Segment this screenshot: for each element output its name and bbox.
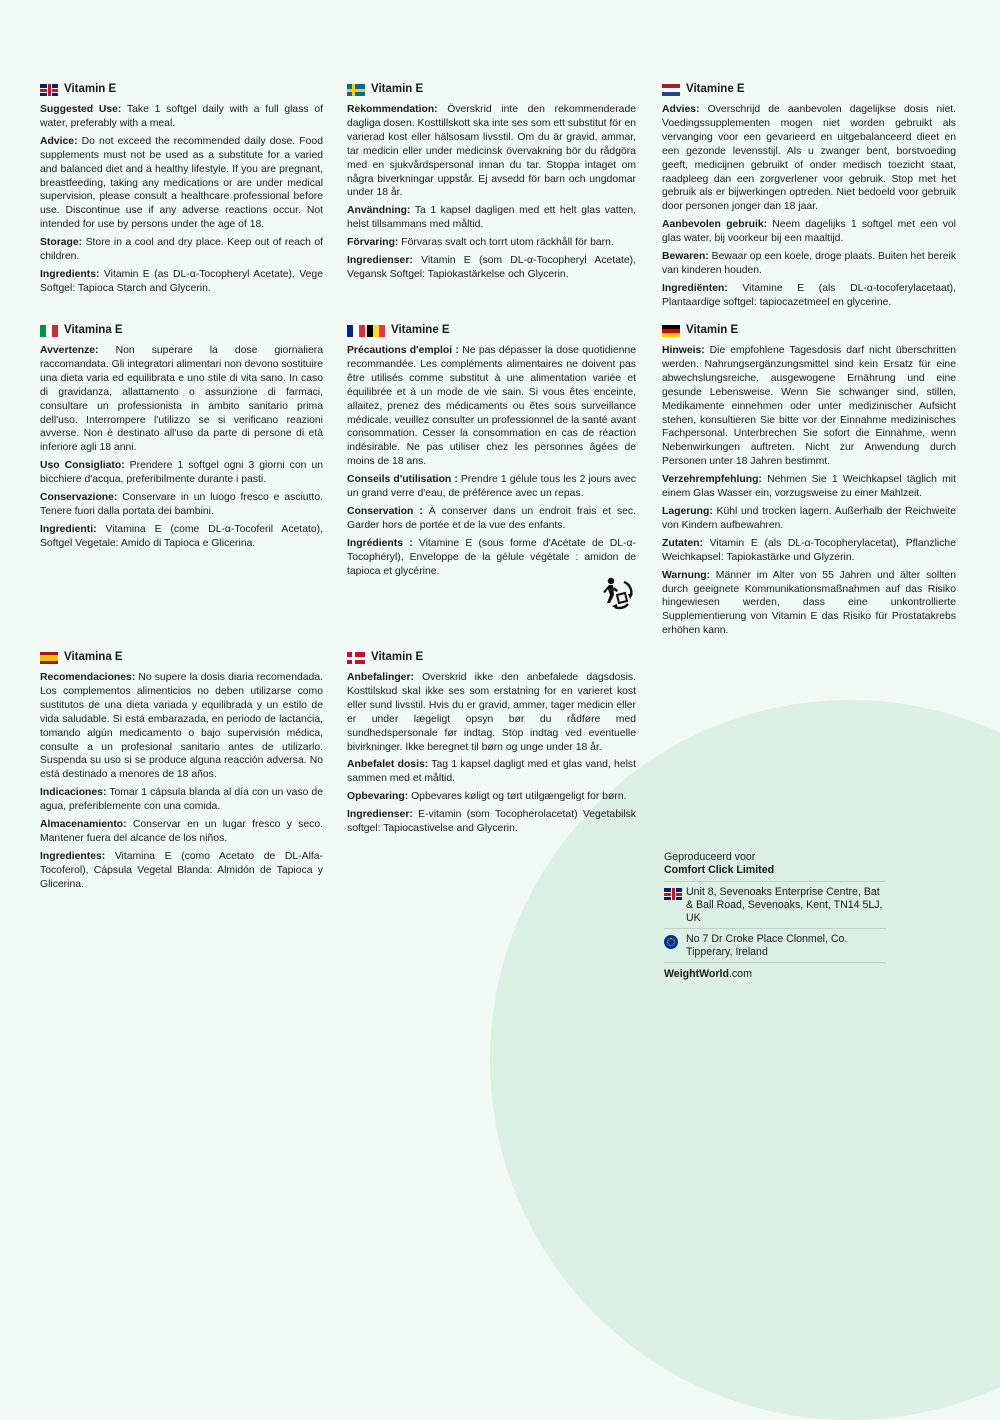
block-header [662,323,956,339]
section: Ingredients: Vitamin E (as DL-α-Tocopheryl Acetate), Vege Softgel: Tapioca Starch and Glycerin. [40,268,323,294]
section: Ingrédients : Vitamine E (sous forme d'Acétate de DL-α-Tocophéryl), Enveloppe de la gélule végétale : amidon de tapioca et glycérine. [347,537,636,577]
section: Indicaciones: Tomar 1 cápsula blanda al día con un vaso de agua, preferiblemente con una comida. [40,787,323,813]
block-fr [347,323,636,583]
sweden-flag-icon [347,84,365,96]
producer-lead: Geproduceerd voor [664,851,756,863]
section: Suggested Use: Take 1 softgel daily with a full glass of water, preferably with a meal. [40,104,323,129]
section: Anbefalet dosis: Tag 1 kapsel dagligt med et glas vand, helst sammen med et måltid. [347,759,636,785]
eu-flag-icon [664,935,678,949]
block-it [40,323,323,555]
address-text: Unit 8, Sevenoaks Enterprise Centre, Bat & Ball Road, Sevenoaks, Kent, TN14 5LJ, UK [686,886,883,924]
section: Uso Consigliato: Prendere 1 softgel ogni 3 giorni con un bicchiere d'acqua, preferibilmente durante i pasti. [40,460,323,486]
block-header [40,650,323,666]
section: Ingredientes: Vitamina E (como Acetato de DL-Alfa-Tocoferol), Cápsula Vegetal Blanda: Almidón de Tapioca y Glicerina. [40,850,323,890]
section: Ingrediënten: Vitamine E (als DL-α-tocoferylacetaat), Plantaardige softgel: tapiocazetmeel en glycerine. [662,282,956,308]
netherlands-flag-icon [662,84,680,96]
section: Conseils d'utilisation : Prendre 1 gélule tous les 2 jours avec un grand verre d'eau, de préférence avec un repas. [347,474,636,500]
section: Warnung: Männer im Alter von 55 Jahren und älter sollten durch geeignete Kommunikationsmaßnahmen auf das Risiko hingewiesen werden, dass eine unkontrollierte Supplementierung von Vitamin E das Risiko für Prostatakrebs erhöhen kann. [662,569,956,637]
block-de [662,323,956,642]
section: Hinweis: Die empfohlene Tagesdosis darf nicht überschritten werden. Nahrungsergänzungsmittel sind kein Ersatz für eine abwechslungsreiche, ausgewogene Ernährung und eine gesunde Lebensweise. Wenn Sie schwanger sind, stillen, Medikamente einnehmen oder unter medizinischer Aufsicht stehen, konsultieren Sie bitte vor der Einnahme medizinisches Fachpersonal. Unterbrechen Sie sofort die Einnahme, wenn Nebenwirkungen auftreten. Nicht zur Anwendung durch Personen unter 18 Jahren bestimmt. [662,345,956,468]
section: Förvaring: Förvaras svalt och torrt utom räckhåll för barn. [347,237,614,249]
block-title: Vitamina E [64,651,123,664]
triman-recycling-icon [597,573,637,613]
block-title: Vitamin E [371,651,424,664]
address-ie [664,928,886,962]
section: Ingredienti: Vitamina E (come DL-α-Tocoferil Acetato), Softgel Vegetale: Amido di Tapioca e Glicerina. [40,523,323,549]
website[interactable] [664,962,886,981]
block-title: Vitamine E [686,83,745,96]
spain-flag-icon [40,652,58,664]
section: Aanbevolen gebruik: Neem dagelijks 1 softgel met een vol glas water, bij voorkeur bij een maaltijd. [662,219,956,245]
section: Bewaren: Bewaar op een koele, droge plaats. Buiten het bereik van kinderen houden. [662,251,957,276]
section: Almacenamiento: Conservar en un lugar fresco y seco. Mantener fuera del alcance de los niños. [40,819,323,844]
section: Opbevaring: Opbevares køligt og tørt utilgængeligt for børn. [347,791,627,803]
uk-flag-icon [40,84,58,96]
germany-flag-icon [662,325,680,337]
section: Avvertenze: Non superare la dose giornaliera raccomandata. Gli integratori alimentari non devono sostituire una dieta varia ed equilibrata e uno stile di vita sano. In caso di gravidanza, allattamento o assunzione di farmaci, consultare un professionista in ambito sanitario prima dell'uso. Interrompere l'utilizzo se si verificano reazioni avverse. Non è destinato all'uso da parte di persone di età inferiore agli 18 anni. [40,345,324,454]
block-title: Vitamine E [391,324,450,337]
block-da [347,650,636,840]
section: Lagerung: Kühl und trocken lagern. Außerhalb der Reichweite von Kindern aufbewahren. [662,505,956,531]
brand-domain: .com [728,968,752,980]
section: Användning: Ta 1 kapsel dagligen med ett helt glas vatten, helst tillsammans med måltid. [347,205,636,231]
block-sv [347,82,636,286]
brand-name: WeightWorld [664,968,729,980]
section: Advies: Overschrijd de aanbevolen dagelijkse dosis niet. Voedingssupplementen mogen niet worden gebruikt als vervanging voor een gevarieerd en uitgebalanceerd dieet en een gezonde levensstijl. Als u zwanger bent, borstvoeding geeft, medicijnen gebruikt of onder medisch toezicht staat, raadpleeg dan een zorgverlener voor gebruik. Stop met het gebruik als er bijwerkingen optreden. Niet bedoeld voor gebruik door personen jonger dan 18 jaar. [662,104,956,213]
belgium-flag-icon [367,325,385,337]
denmark-flag-icon [347,652,365,664]
section: Conservation : À conserver dans un endroit frais et sec. Garder hors de portée et de la vue des enfants. [347,505,637,531]
france-flag-icon [347,325,365,337]
section: Ingredienser: E-vitamin (som Tocopherolacetat) Vegetabilsk softgel: Tapiocastivelse and Glycerin. [347,809,636,835]
section: Ingredienser: Vitamin E (som DL-α-Tocopheryl Acetate), Vegansk Softgel: Tapiokastärkelse och Glycerin. [347,255,636,280]
section: Anbefalinger: Overskrid ikke den anbefalede dagsdosis. Kosttilskud skal ikke ses som erstatning for en varieret kost eller sund livsstil. Hvis du er gravid, ammer, tager medicin eller er under lægeligt opsyn bør du rådføre med sundhedspersonale før indtag. Stop indtag ved eventuelle bivirkninger. Ikke beregnet til børn og unge under 18 år. [347,672,636,753]
producer-company: Comfort Click Limited [664,864,775,876]
section: Conservazione: Conservare in un luogo fresco e asciutto. Tenere fuori dalla portata dei bambini. [40,492,323,517]
block-header [40,82,323,98]
block-title: Vitamin E [686,324,739,337]
block-header [662,82,956,98]
block-title: Vitamin E [371,83,424,96]
section: Précautions d'emploi : Ne pas dépasser la dose quotidienne recommandée. Les compléments alimentaires ne doivent pas être utilisés comme substitut à une alimentation variée et équilibrée et à un mode de vie sain. Si vous êtes enceinte, allaitez, prenez des médicaments ou êtes sous surveillance médicale, veuillez consulter un professionnel de la santé avant consommation. Cesser la consommation en cas de réaction indésirable. Ne pas utiliser chez les personnes âgées de moins de 18 ans. [347,345,636,468]
block-title: Vitamin E [64,83,117,96]
block-header [347,650,636,666]
block-en [40,82,323,300]
block-title: Vitamina E [64,324,123,337]
block-header [347,323,636,339]
block-header [347,82,636,98]
producer-info [664,851,886,981]
block-es [40,650,323,896]
section: Storage: Store in a cool and dry place. Keep out of reach of children. [40,237,323,263]
section: Rekommendation: Överskrid inte den rekommenderade dagliga dosen. Kosttillskott ska inte ses som ett substitut för en varierad kost eller hälsosam livsstil. Om du är gravid, ammar, tar medicin eller under medicinsk övervakning bör du rådgöra med en sjukvårdspersonal innan du tar. Stoppa intaget om några biverkningar uppstår. Ej avsedd för barn och ungdomar under 18 år. [347,104,636,199]
section: Advice: Do not exceed the recommended daily dose. Food supplements must not be used as a substitute for a varied and balanced diet and a healthy lifestyle. If you are pregnant, breastfeeding, taking any medications or are under medical supervision, please consult a healthcare professional before use. Discontinue use if any adverse reactions occur. Not intended for use by persons under the age of 18. [40,135,323,231]
block-header [40,323,323,339]
section: Zutaten: Vitamin E (als DL-α-Tocopherylacetat), Pflanzliche Weichkapsel: Tapiokastärke und Glyzerin. [662,537,956,563]
block-nl [662,82,956,314]
section: Verzehrempfehlung: Nehmen Sie 1 Weichkapsel täglich mit einem Glas Wasser ein, vorzugsweise zu einer Mahlzeit. [662,474,956,500]
address-text: No 7 Dr Croke Place Clonmel, Co. Tipperary, Ireland [686,933,848,958]
italy-flag-icon [40,325,58,337]
address-uk [664,881,886,928]
uk-flag-icon [664,888,682,900]
section: Recomendaciones: No supere la dosis diaria recomendada. Los complementos alimenticios no deben utilizarse como sustitutos de una dieta variada y equilibrada y un estilo de vida saludable. Si está embarazada, en periodo de lactancia, tomando algún medicamento o bajo supervisión médica, consulte a un profesional sanitario antes de utilizarlo. Suspenda su uso si se produce alguna reacción adversa. No está destinado a menores de 18 años. [40,672,323,781]
